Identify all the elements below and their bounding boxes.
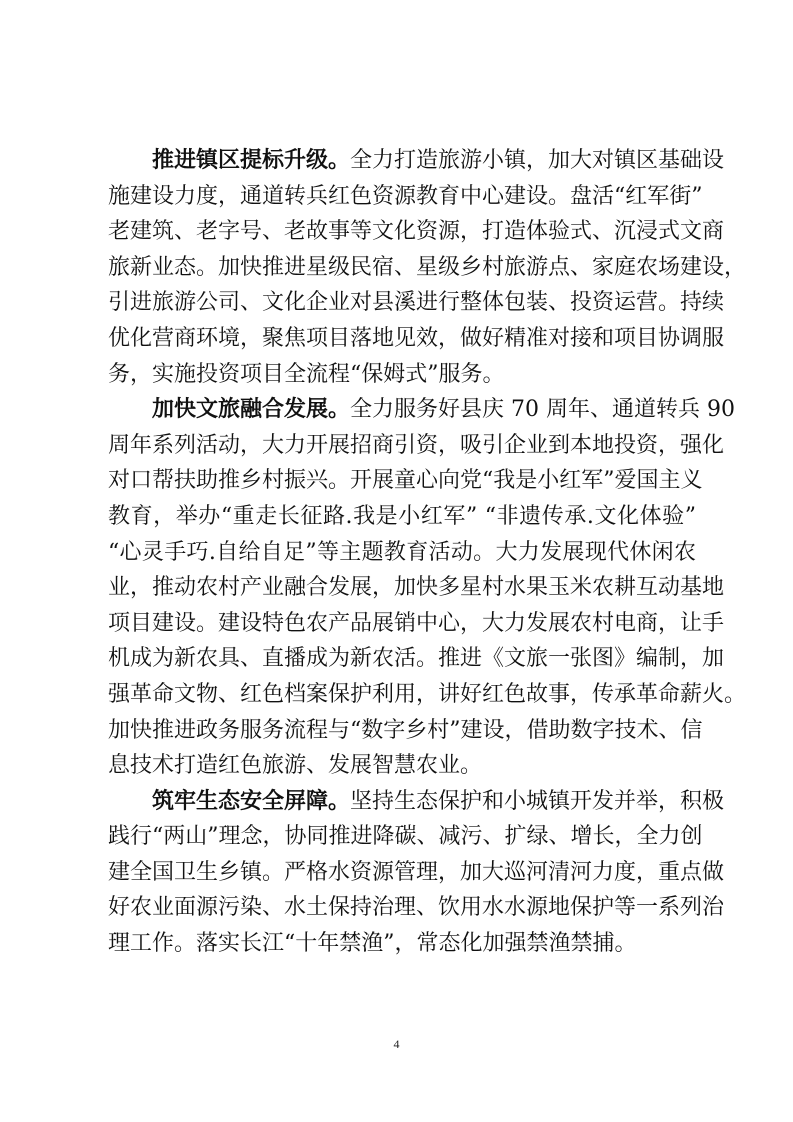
paragraph-line: 理工作。落实长江“十年禁渔”，常态化加强禁渔禁捕。	[108, 931, 637, 957]
paragraph-line: 践行“两山”理念，协同推进降碳、减污、扩绿、增长，全力创	[108, 824, 703, 850]
paragraph-line: 施建设力度，通道转兵红色资源教育中心建设。盘活“红军街”	[108, 183, 703, 209]
paragraph-first-line	[108, 784, 725, 820]
paragraph-line: 引进旅游公司、文化企业对县溪进行整体包装、投资运营。持续	[108, 290, 725, 316]
paragraph-line: 旅新业态。加快推进星级民宿、星级乡村旅游点、家庭农场建设，	[108, 254, 747, 280]
paragraph-line: 对口帮扶助推乡村振兴。开展童心向党“我是小红军”爱国主义	[108, 468, 703, 494]
paragraph-ecology	[108, 784, 725, 962]
paragraph-line: 务，实施投资项目全流程“保姆式”服务。	[108, 361, 505, 387]
page-number: 4	[393, 1037, 400, 1051]
paragraph-first-line	[108, 392, 735, 428]
document-body	[108, 143, 747, 962]
paragraph-heading: 筑牢生态安全屏障。	[152, 788, 351, 814]
paragraph-line: 老建筑、老字号、老故事等文化资源，打造体验式、沉浸式文商	[108, 219, 725, 245]
paragraph-first-line	[108, 143, 725, 179]
paragraph-line-text: 坚持生态保护和小城镇开发并举，积极	[350, 788, 725, 814]
paragraph-line: 优化营商环境，聚焦项目落地见效，做好精准对接和项目协调服	[108, 325, 725, 351]
paragraph-line: 机成为新农具、直播成为新农活。推进《文旅一张图》编制，加	[108, 646, 725, 672]
paragraph-heading: 推进镇区提标升级。	[152, 148, 351, 173]
paragraph-town-upgrade	[108, 143, 747, 392]
paragraph-line: 业，推动农村产业融合发展，加快多星村水果玉米农耕互动基地	[108, 575, 725, 601]
paragraph-line: 好农业面源污染、水土保持治理、饮用水水源地保护等一系列治	[108, 895, 725, 921]
paragraph-line: 教育，举办“重走长征路.我是小红军” “非遗传承.文化体验”	[108, 503, 696, 529]
paragraph-line: 加快推进政务服务流程与“数字乡村”建设，借助数字技术、信	[108, 717, 703, 743]
paragraph-line-text: 全力打造旅游小镇，加大对镇区基础设	[350, 148, 725, 173]
paragraph-line: 建全国卫生乡镇。严格水资源管理，加大巡河清河力度，重点做	[108, 859, 725, 885]
paragraph-line: 息技术打造红色旅游、发展智慧农业。	[108, 753, 483, 779]
paragraph-line: “心灵手巧.自给自足”等主题教育活动。大力发展现代休闲农	[108, 539, 696, 565]
paragraph-culture-tourism	[108, 392, 747, 784]
paragraph-heading: 加快文旅融合发展。	[152, 397, 351, 423]
paragraph-line-text: 全力服务好县庆 70 周年、通道转兵 90	[350, 397, 735, 423]
paragraph-line: 强革命文物、红色档案保护利用，讲好红色故事，传承革命薪火。	[108, 681, 747, 707]
paragraph-line: 周年系列活动，大力开展招商引资，吸引企业到本地投资，强化	[108, 432, 725, 458]
paragraph-line: 项目建设。建设特色农产品展销中心，大力发展农村电商，让手	[108, 610, 725, 636]
